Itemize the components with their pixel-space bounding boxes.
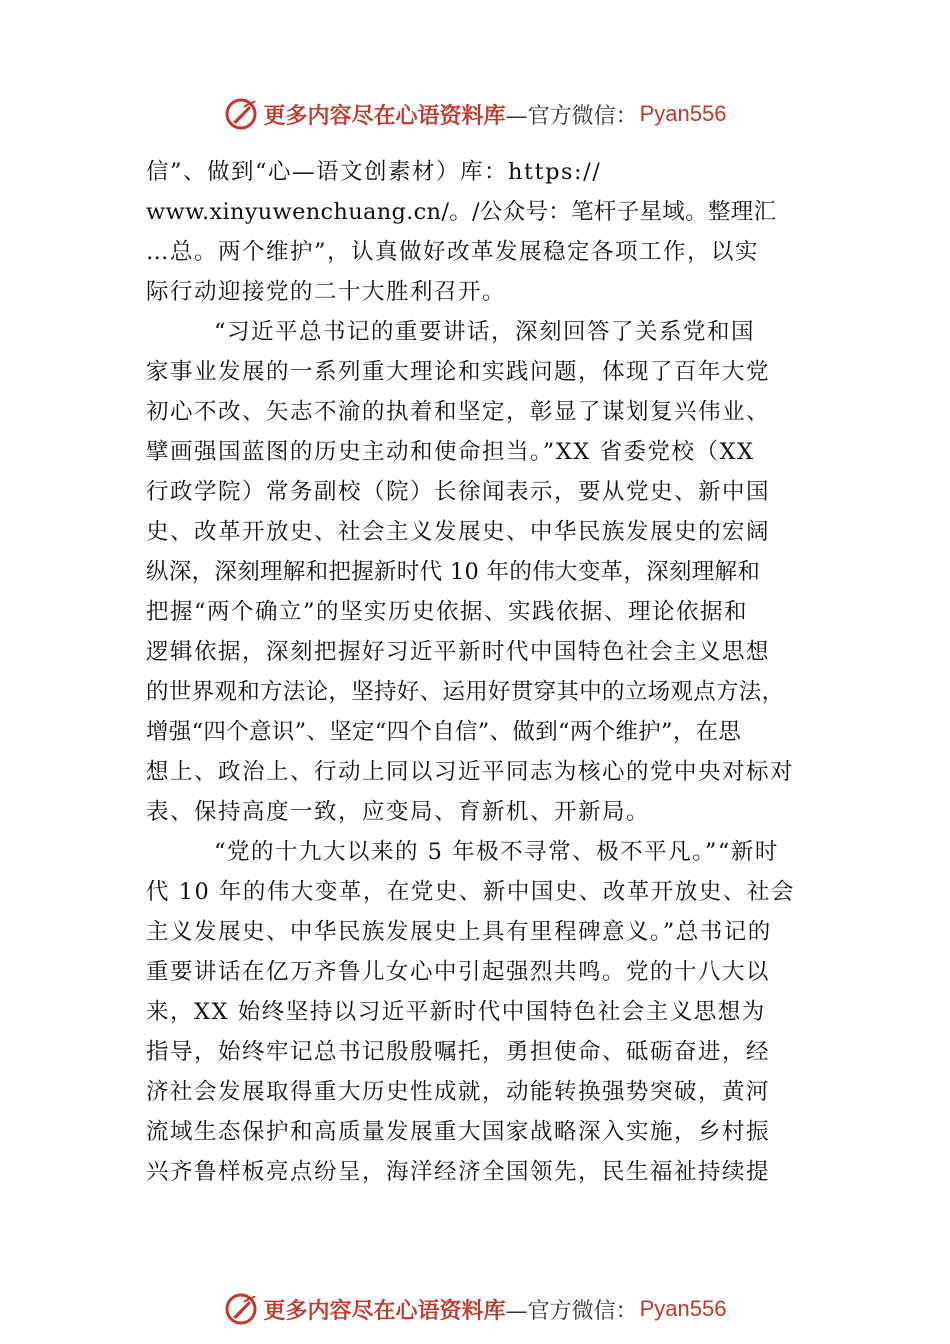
footer-watermark <box>0 1287 950 1331</box>
quill-circle-logo-icon <box>224 1292 258 1326</box>
text-line: 增强“四个意识”、坚定“四个自信”、做到“两个维护”，在思 <box>146 719 742 745</box>
text-line: 信”、做到“心—语文创素材）库：https:// <box>146 159 602 185</box>
text-line: 济社会发展取得重大历史性成就，动能转换强势突破，黄河 <box>146 1079 771 1105</box>
text-line: 把握“两个确立”的坚实历史依据、实践依据、理论依据和 <box>146 599 749 625</box>
text-line: 家事业发展的一系列重大理论和实践问题，体现了百年大党 <box>146 359 771 385</box>
text-line: 想上、政治上、行动上同以习近平同志为核心的党中央对标对 <box>146 759 795 785</box>
text-line: 逻辑依据，深刻把握好习近平新时代中国特色社会主义思想 <box>146 639 771 665</box>
text-line: 表、保持高度一致，应变局、育新机、开新局。 <box>146 799 651 825</box>
text-line: 初心不改、矢志不渝的执着和坚定，彰显了谋划复兴伟业、 <box>146 399 771 425</box>
text-line: 兴齐鲁样板亮点纷呈，海洋经济全国领先，民生福祉持续提 <box>146 1159 771 1185</box>
text-line: 际行动迎接党的二十大胜利召开。 <box>146 279 507 305</box>
paragraph-start-line: “党的十九大以来的 5 年极不寻常、极不平凡。”“新时 <box>214 839 779 865</box>
header-watermark <box>0 92 950 136</box>
watermark-handle: Pyan556 <box>639 101 727 126</box>
text-line: 指导，始终牢记总书记殷殷嘱托，勇担使命、砥砺奋进，经 <box>146 1039 771 1065</box>
text-line: 史、改革开放史、社会主义发展史、中华民族发展史的宏阔 <box>146 519 771 545</box>
text-line: 主义发展史、中华民族发展史上具有里程碑意义。”总书记的 <box>146 919 772 945</box>
text-line: 重要讲话在亿万齐鲁儿女心中引起强烈共鸣。党的十八大以 <box>146 959 771 985</box>
document-body <box>146 152 826 1192</box>
watermark-official-label: —官方微信： <box>505 1298 638 1324</box>
text-line: www.xinyuwenchuang.cn/。/公众号：笔杆子星域。整理汇 <box>146 199 777 225</box>
watermark-handle: Pyan556 <box>639 1296 727 1321</box>
quill-circle-logo-icon <box>224 97 258 131</box>
watermark-official-label: —官方微信： <box>505 103 638 129</box>
text-line: 擘画强国蓝图的历史主动和使命担当。”XX 省委党校（XX <box>146 439 755 465</box>
text-line: 流域生态保护和高质量发展重大国家战略深入实施，乡村振 <box>146 1119 771 1145</box>
text-line: 来，XX 始终坚持以习近平新时代中国特色社会主义思想为 <box>146 999 766 1025</box>
text-line: …总。两个维护”，认真做好改革发展稳定各项工作，以实 <box>146 239 760 265</box>
text-line: 纵深，深刻理解和把握新时代 10 年的伟大变革，深刻理解和 <box>146 559 761 585</box>
paragraph-start-line: “习近平总书记的重要讲话，深刻回答了关系党和国 <box>214 319 756 345</box>
watermark-title: 更多内容尽在心语资料库 <box>263 1297 506 1324</box>
watermark-title: 更多内容尽在心语资料库 <box>263 102 506 129</box>
text-line: 行政学院）常务副校（院）长徐闻表示，要从党史、新中国 <box>146 479 771 505</box>
text-line: 的世界观和方法论，坚持好、运用好贯穿其中的立场观点方法， <box>146 679 785 705</box>
text-line: 代 10 年的伟大变革，在党史、新中国史、改革开放史、社会 <box>146 879 795 905</box>
